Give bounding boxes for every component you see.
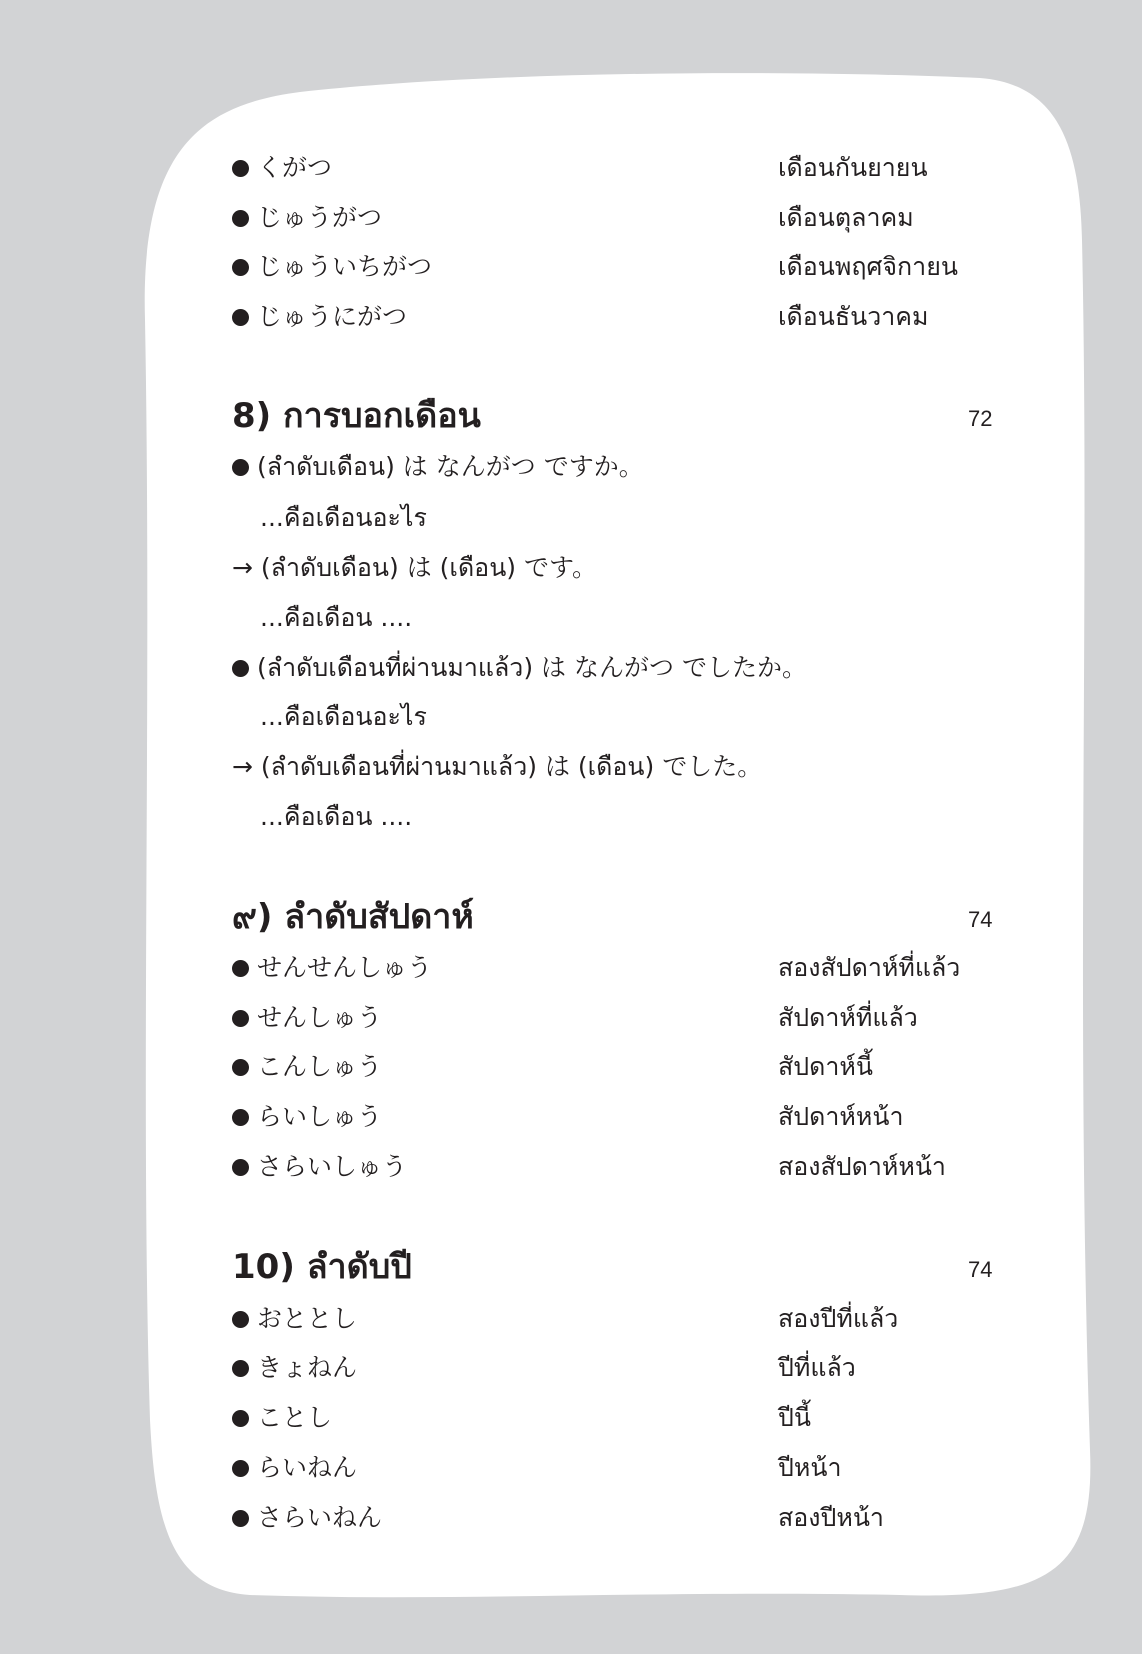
bullet-icon bbox=[232, 1159, 249, 1176]
question-line bbox=[232, 451, 644, 483]
list-item bbox=[232, 152, 928, 184]
japanese-term: ことし bbox=[257, 1403, 333, 1432]
thai-meaning: สองปีที่แล้ว bbox=[778, 1304, 899, 1333]
thai-meaning: สัปดาห์หน้า bbox=[778, 1102, 904, 1131]
list-item bbox=[232, 1502, 884, 1534]
bullet-icon bbox=[232, 1410, 249, 1427]
translation-line: ...คือเดือน .... bbox=[260, 603, 413, 632]
line-text: (ลำดับเดือนที่ผ่านมาแล้ว) は なんがつ でしたか。 bbox=[257, 653, 807, 682]
thai-meaning: ปีนี้ bbox=[778, 1403, 811, 1432]
bullet-icon bbox=[232, 1360, 249, 1377]
japanese-term: せんしゅう bbox=[257, 1003, 383, 1032]
thai-meaning: สองปีหน้า bbox=[778, 1503, 884, 1532]
japanese-term: じゅういちがつ bbox=[257, 252, 433, 281]
bullet-icon bbox=[232, 960, 249, 977]
answer-line: → (ลำดับเดือน) は (เดือน) です。 bbox=[232, 553, 597, 582]
japanese-term: じゅうがつ bbox=[257, 203, 383, 232]
thai-meaning: สัปดาห์นี้ bbox=[778, 1052, 873, 1081]
list-item bbox=[232, 1002, 918, 1034]
thai-meaning: ปีหน้า bbox=[778, 1453, 842, 1482]
japanese-term: こんしゅう bbox=[257, 1052, 383, 1081]
list-item bbox=[232, 301, 929, 333]
list-item bbox=[232, 1151, 946, 1183]
japanese-term: らいしゅう bbox=[257, 1102, 383, 1131]
bullet-icon bbox=[232, 1109, 249, 1126]
list-item bbox=[232, 952, 961, 984]
translation-line: ...คือเดือน .... bbox=[260, 802, 413, 831]
thai-meaning: ปีที่แล้ว bbox=[778, 1353, 856, 1382]
thai-meaning: เดือนตุลาคม bbox=[778, 203, 914, 232]
bullet-icon bbox=[232, 1510, 249, 1527]
page-reference: 72 bbox=[968, 406, 993, 431]
thai-meaning: เดือนกันยายน bbox=[778, 153, 928, 182]
thai-meaning: เดือนพฤศจิกายน bbox=[778, 252, 958, 281]
section-heading: 10) ลำดับปี bbox=[232, 1247, 412, 1287]
page-reference: 74 bbox=[968, 907, 993, 932]
japanese-term: さらいねん bbox=[257, 1503, 383, 1532]
list-item bbox=[232, 1303, 899, 1335]
bullet-icon bbox=[232, 160, 249, 177]
line-text: (ลำดับเดือน) は なんがつ ですか。 bbox=[257, 452, 644, 481]
list-item bbox=[232, 202, 914, 234]
list-item bbox=[232, 251, 958, 283]
list-item bbox=[232, 1051, 873, 1083]
japanese-term: せんせんしゅう bbox=[257, 953, 433, 982]
list-item bbox=[232, 1352, 856, 1384]
thai-meaning: สองสัปดาห์ที่แล้ว bbox=[778, 953, 961, 982]
list-item bbox=[232, 1402, 811, 1434]
translation-line: ...คือเดือนอะไร bbox=[260, 702, 427, 731]
japanese-term: おととし bbox=[257, 1304, 358, 1333]
japanese-term: さらいしゅう bbox=[257, 1152, 408, 1181]
section-heading: ๙) ลำดับสัปดาห์ bbox=[232, 897, 474, 937]
japanese-term: じゅうにがつ bbox=[257, 302, 408, 331]
bullet-icon bbox=[232, 1010, 249, 1027]
japanese-term: くがつ bbox=[257, 153, 333, 182]
japanese-term: らいねん bbox=[257, 1453, 358, 1482]
section-heading: 8) การบอกเดือน bbox=[232, 396, 481, 436]
thai-meaning: สองสัปดาห์หน้า bbox=[778, 1152, 946, 1181]
thai-meaning: เดือนธันวาคม bbox=[778, 302, 929, 331]
bullet-icon bbox=[232, 1059, 249, 1076]
bullet-icon bbox=[232, 259, 249, 276]
translation-line: ...คือเดือนอะไร bbox=[260, 503, 427, 532]
question-line bbox=[232, 652, 807, 684]
answer-line: → (ลำดับเดือนที่ผ่านมาแล้ว) は (เดือน) でした。 bbox=[232, 752, 763, 781]
bullet-icon bbox=[232, 1311, 249, 1328]
bullet-icon bbox=[232, 210, 249, 227]
thai-meaning: สัปดาห์ที่แล้ว bbox=[778, 1003, 918, 1032]
bullet-icon bbox=[232, 660, 249, 677]
bullet-icon bbox=[232, 1460, 249, 1477]
list-item bbox=[232, 1452, 842, 1484]
list-item bbox=[232, 1101, 904, 1133]
japanese-term: きょねん bbox=[257, 1353, 358, 1382]
bullet-icon bbox=[232, 309, 249, 326]
bullet-icon bbox=[232, 459, 249, 476]
page-reference: 74 bbox=[968, 1257, 993, 1282]
